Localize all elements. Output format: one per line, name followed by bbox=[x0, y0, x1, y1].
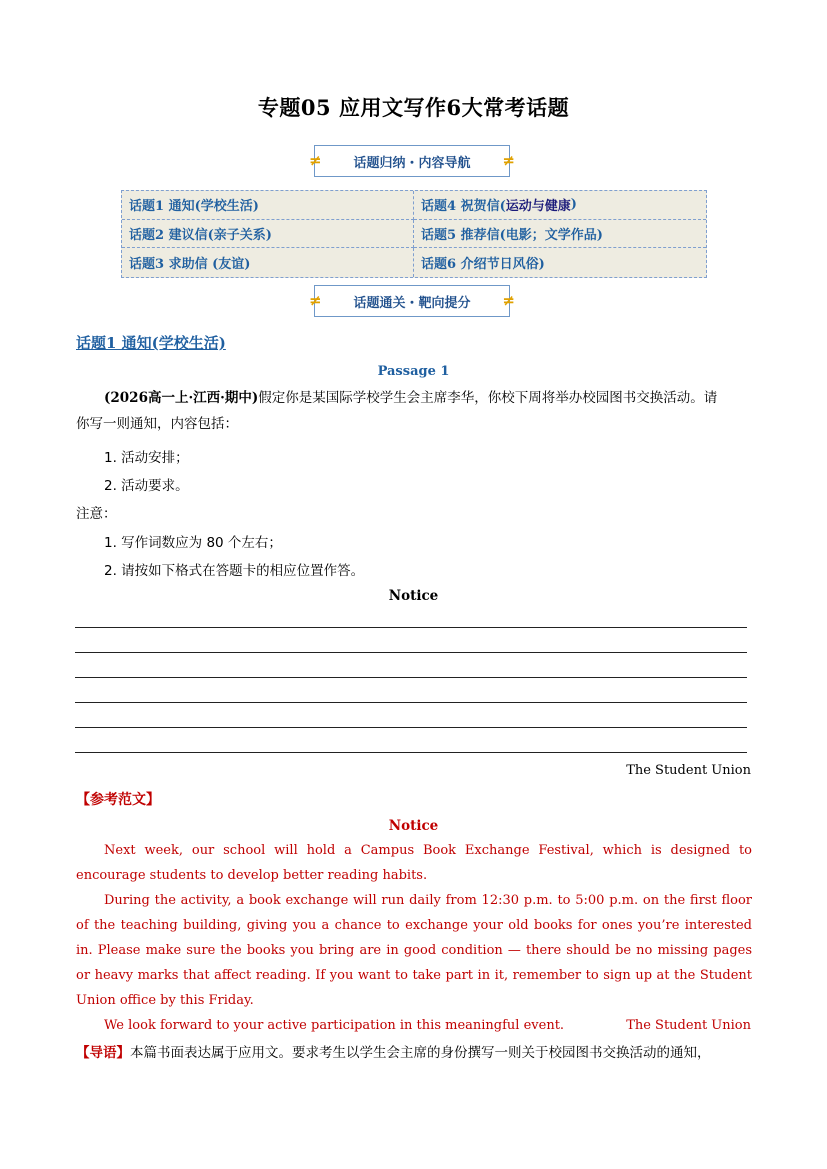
prompt-signoff: The Student Union bbox=[626, 763, 751, 778]
notice-title: Notice bbox=[388, 588, 439, 604]
page-title: 专题05 应用文写作6大常考话题 bbox=[257, 95, 570, 120]
banner-topic-practice bbox=[309, 285, 515, 317]
prompt-item: 2. 活动要求。 bbox=[104, 478, 189, 494]
prompt-item: 1. 活动安排； bbox=[104, 450, 189, 466]
equals-decoration-icon: ≠ bbox=[309, 151, 322, 170]
answer-line bbox=[75, 627, 747, 628]
banner-topic-summary bbox=[309, 145, 515, 177]
prompt-source: (2026高一上·江西·期中) bbox=[104, 390, 259, 406]
topic-link-6[interactable]: 话题6 介绍节日风俗) bbox=[421, 257, 545, 273]
equals-decoration-icon: ≠ bbox=[309, 291, 322, 310]
note-item: 1. 写作词数应为 80 个左右； bbox=[104, 535, 282, 551]
equals-decoration-icon: ≠ bbox=[502, 151, 515, 170]
banner-label: 话题归纳・内容导航 bbox=[353, 155, 471, 171]
note-heading: 注意： bbox=[76, 506, 117, 522]
essay-paragraph: Next week, our school will hold a Campus Book Exchange Festival, which is designed to encourage students to develop better reading habits. bbox=[76, 843, 752, 883]
topic-link-1[interactable]: 话题1 通知(学校生活) bbox=[122, 191, 414, 220]
reference-essay bbox=[76, 838, 752, 1038]
prompt-text: 你写一则通知，内容包括： bbox=[76, 416, 238, 432]
banner-label: 话题通关・靶向提分 bbox=[353, 295, 471, 311]
answer-line bbox=[75, 752, 747, 753]
prompt-text: 假定你是某国际学校学生会主席李华，你校下周将举办校园图书交换活动。请 bbox=[258, 390, 718, 406]
reference-signoff: The Student Union bbox=[626, 1018, 751, 1033]
topic-link-5[interactable]: 话题5 推荐信(电影；文学作品) bbox=[414, 220, 706, 249]
guide-tag: 【导语】 bbox=[76, 1045, 130, 1061]
note-item: 2. 请按如下格式在答题卡的相应位置作答。 bbox=[104, 563, 365, 579]
answer-line bbox=[75, 702, 747, 703]
section-heading-topic-1[interactable]: 话题1 通知(学校生活) bbox=[76, 334, 226, 352]
topic-link-4[interactable]: 话题4 祝贺信( 运动与健康 ) bbox=[414, 191, 706, 220]
reference-title: Notice bbox=[388, 818, 439, 834]
essay-paragraph: We look forward to your active participation in this meaningful event. bbox=[104, 1018, 565, 1033]
essay-paragraph: During the activity, a book exchange will run daily from 12:30 p.m. to 5:00 p.m. on the first floor of the teaching building, giving you a chance to exchange your old books for ones you’re interested in. Please make sure the books you bring are in good condition — there should be no missing pages or heavy marks that affect reading. If you want to take part in it, remember to sign up at the Student Union office by this Friday. bbox=[76, 893, 752, 1008]
passage-label: Passage 1 bbox=[377, 364, 450, 379]
writing-prompt bbox=[76, 385, 752, 437]
guide-body: 本篇书面表达属于应用文。要求考生以学生会主席的身份撰写一则关于校园图书交换活动的通知， bbox=[130, 1045, 711, 1061]
topic-link-2[interactable]: 话题2 建议信(亲子关系) bbox=[122, 220, 414, 249]
answer-line bbox=[75, 727, 747, 728]
topic-navigation-table bbox=[121, 190, 707, 278]
answer-line bbox=[75, 677, 747, 678]
guide-text bbox=[76, 1041, 756, 1065]
topic-link-3[interactable]: 话题3 求助信 (友谊) bbox=[122, 248, 414, 277]
reference-tag: 【参考范文】 bbox=[76, 792, 160, 808]
answer-line bbox=[75, 652, 747, 653]
equals-decoration-icon: ≠ bbox=[502, 291, 515, 310]
